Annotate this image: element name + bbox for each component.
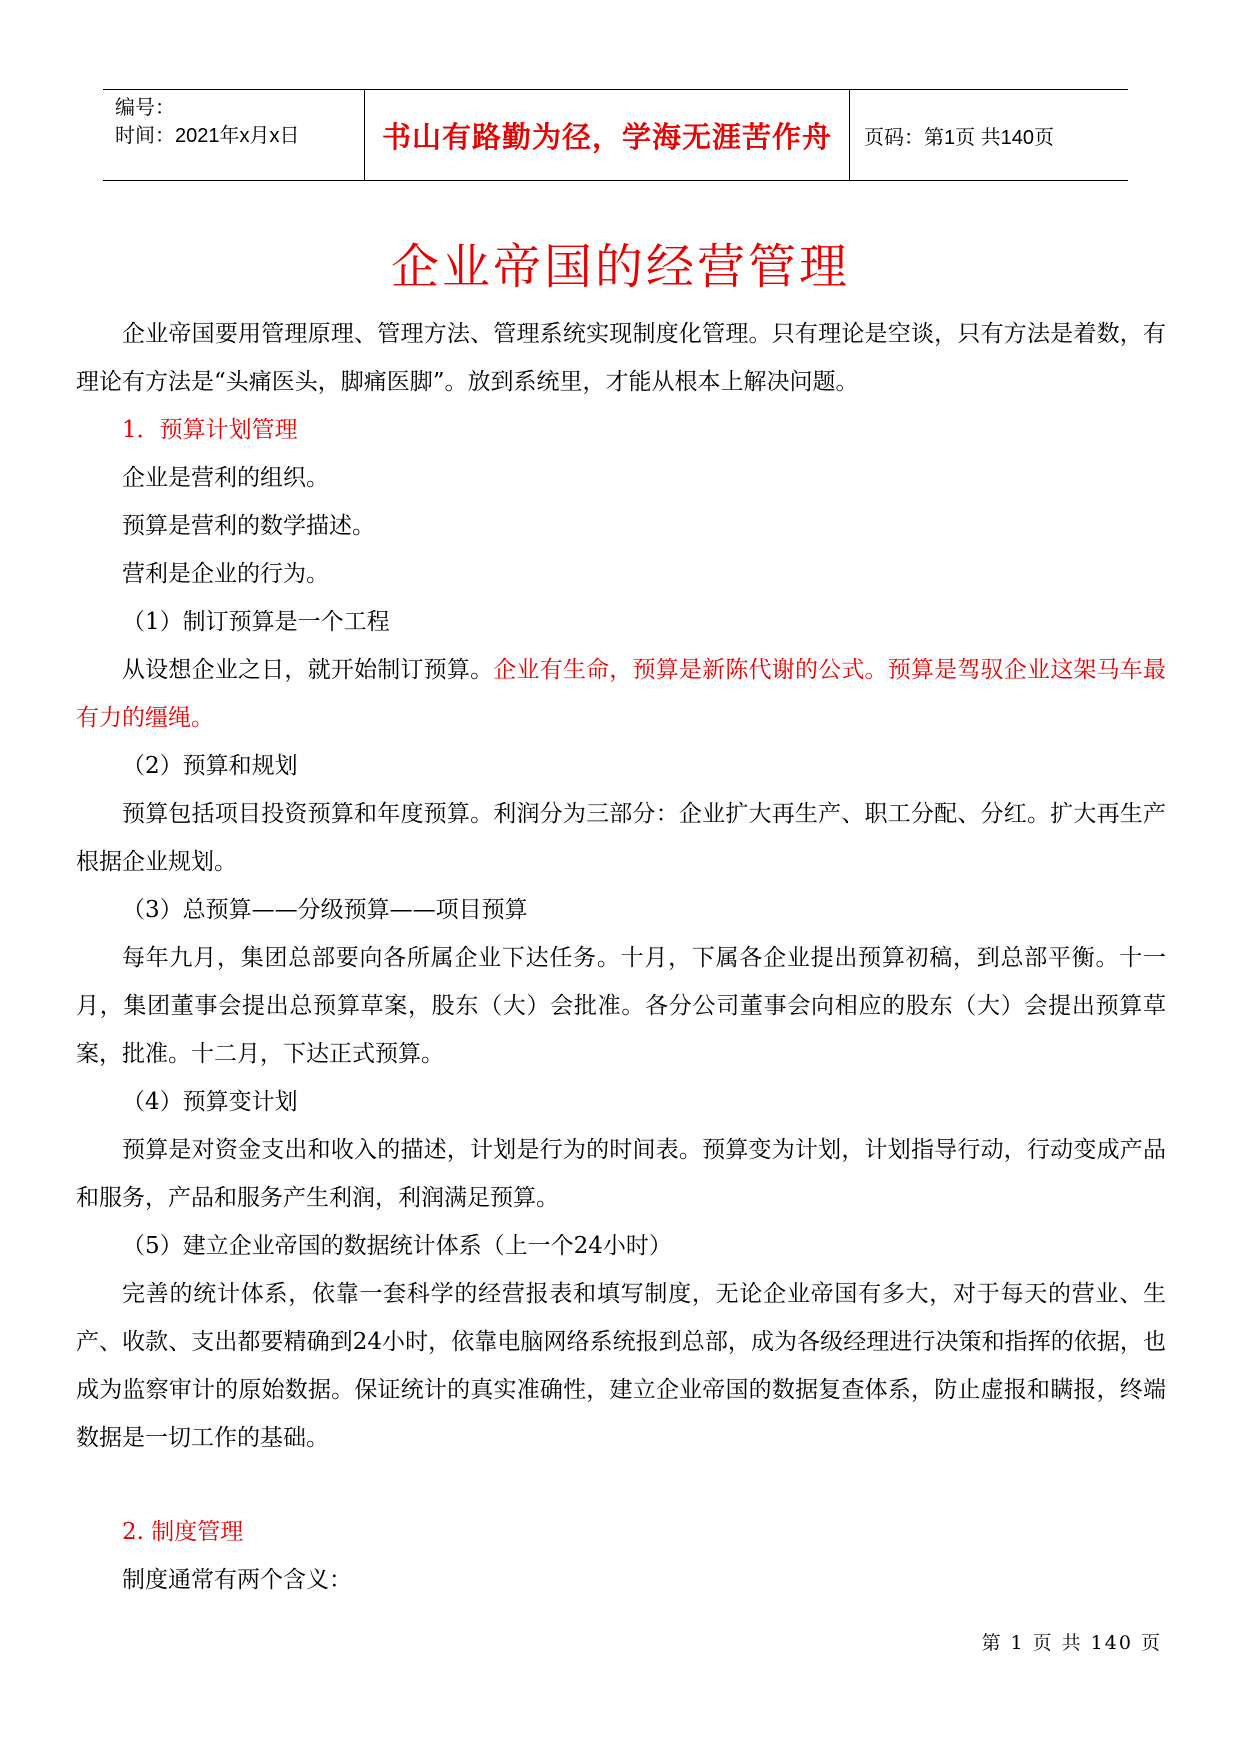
paragraph-text: 从设想企业之日，就开始制订预算。	[122, 657, 494, 683]
paragraph: 制度通常有两个含义：	[122, 1567, 352, 1593]
intro-paragraph: 企业帝国要用管理原理、管理方法、管理系统实现制度化管理。只有理论是空谈，只有方法是着数，有理论有方法是“头痛医头，脚痛医脚”。放到系统里，才能从根本上解决问题。	[76, 321, 1166, 395]
section-2-heading: 2. 制度管理	[122, 1519, 244, 1545]
section-1-heading: 1．预算计划管理	[122, 417, 298, 443]
paragraph: 预算是营利的数学描述。	[122, 513, 375, 539]
paragraph	[76, 646, 1166, 742]
header-table	[103, 89, 1128, 181]
header-motto-cell	[364, 90, 850, 180]
subsection-heading: （3）总预算——分级预算——项目预算	[122, 897, 528, 923]
motto-text: 书山有路勤为径，学海无涯苦作舟	[381, 119, 832, 154]
header-page-cell	[850, 90, 1128, 180]
page-footer: 第 1 页 共 140 页	[981, 1632, 1162, 1654]
page-title: 企业帝国的经营管理	[390, 239, 850, 295]
header-meta-cell	[103, 90, 364, 180]
document-body	[76, 310, 1166, 1604]
paragraph: 每年九月，集团总部要向各所属企业下达任务。十月，下属各企业提出预算初稿，到总部平衡。十一月，集团董事会提出总预算草案，股东（大）会批准。各分公司董事会向相应的股东（大）会提出预算草案，批准。十二月，下达正式预算。	[76, 945, 1166, 1067]
subsection-heading: （2）预算和规划	[122, 753, 298, 779]
spacer	[76, 1462, 1166, 1508]
paragraph: 营利是企业的行为。	[122, 561, 329, 587]
highlighted-text: 企业有生命，预算是新陈代谢的公式。预算是驾驭企业这架马车最有力的缰绳。	[76, 657, 1167, 731]
paragraph: 预算是对资金支出和收入的描述，计划是行为的时间表。预算变为计划，计划指导行动，行动变成产品和服务，产品和服务产生利润，利润满足预算。	[76, 1137, 1166, 1211]
paragraph: 完善的统计体系，依靠一套科学的经营报表和填写制度，无论企业帝国有多大，对于每天的营业、生产、收款、支出都要精确到24小时，依靠电脑网络系统报到总部，成为各级经理进行决策和指挥的依据，也成为监察审计的原始数据。保证统计的真实准确性，建立企业帝国的数据复查体系，防止虚报和瞒报，终端数据是一切工作的基础。	[76, 1281, 1166, 1451]
page-code: 页码：第1页 共140页	[864, 126, 1055, 149]
paragraph: 预算包括项目投资预算和年度预算。利润分为三部分：企业扩大再生产、职工分配、分红。扩大再生产根据企业规划。	[76, 801, 1166, 875]
subsection-heading: （1）制订预算是一个工程	[122, 609, 390, 635]
paragraph: 企业是营利的组织。	[122, 465, 329, 491]
subsection-heading: （4）预算变计划	[122, 1089, 298, 1115]
time-label: 时间：2021年x月x日	[115, 125, 300, 147]
number-label: 编号：	[115, 97, 175, 119]
subsection-heading: （5）建立企业帝国的数据统计体系（上一个24小时）	[122, 1233, 672, 1259]
